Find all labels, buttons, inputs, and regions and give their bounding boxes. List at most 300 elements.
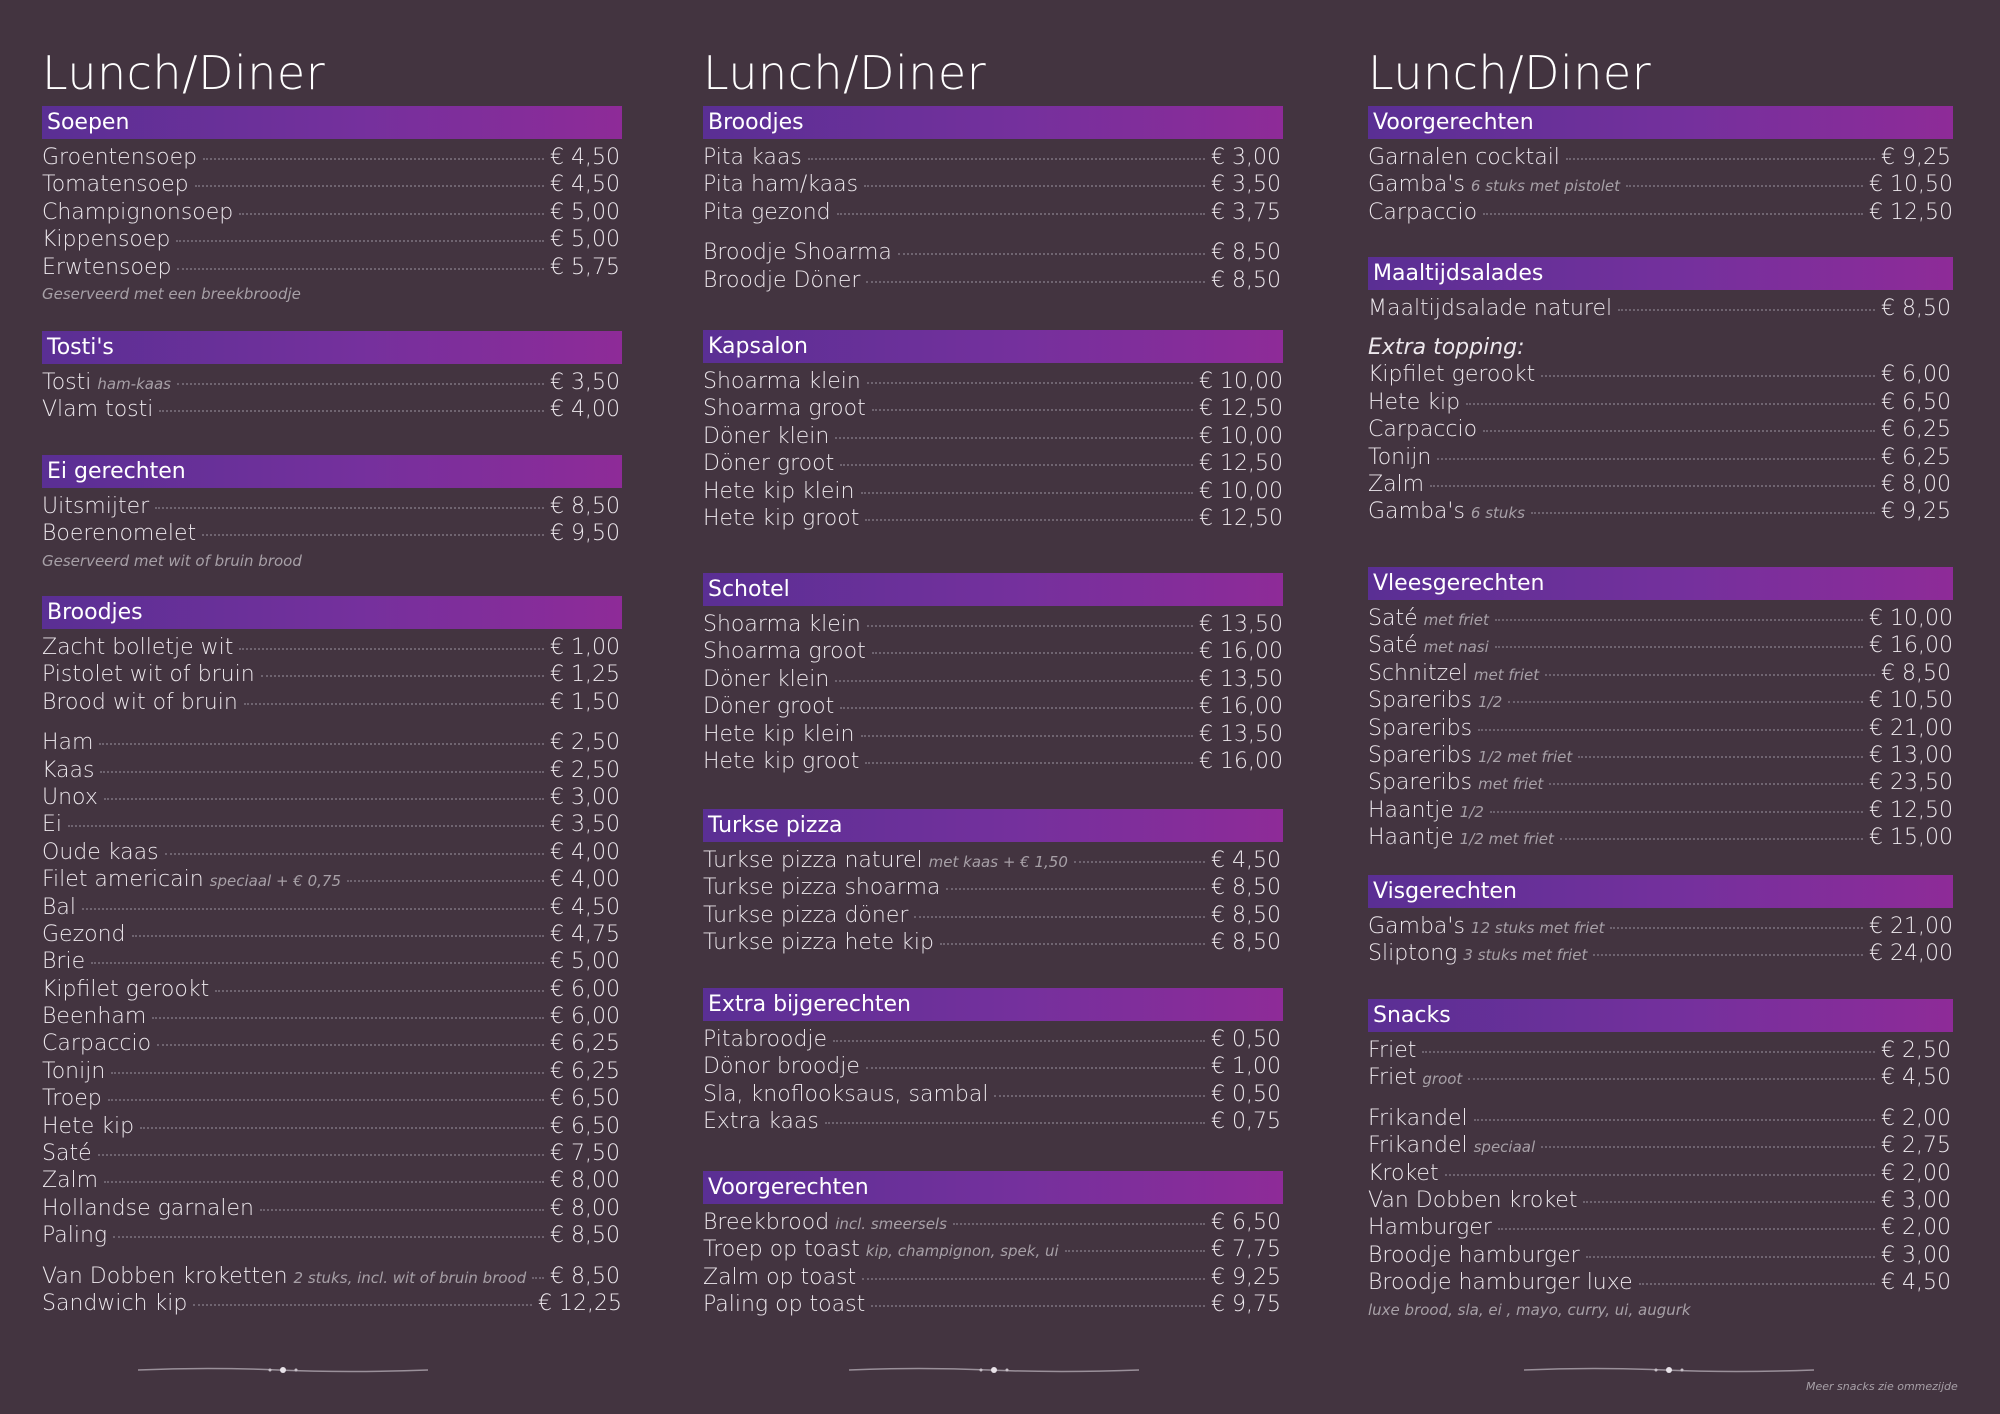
dot-leader xyxy=(195,185,544,187)
item-name: Carpaccio xyxy=(1368,199,1478,225)
item-price: € 4,50 xyxy=(1881,1065,1951,1091)
dot-leader xyxy=(1583,1201,1875,1203)
item-note: 12 stuks met friet xyxy=(1470,919,1605,937)
section-footnote: Geserveerd met een breekbroodje xyxy=(42,284,301,303)
menu-item xyxy=(42,662,622,689)
item-price: € 6,25 xyxy=(1881,417,1951,443)
item-price: € 6,00 xyxy=(1881,362,1951,388)
item-note: 2 stuks, incl. wit of bruin brood xyxy=(293,1268,527,1287)
menu-item xyxy=(703,1265,1283,1292)
menu-item xyxy=(42,1196,622,1223)
section-header: Voorgerechten xyxy=(1368,106,1953,139)
item-price: € 3,00 xyxy=(1881,1242,1951,1268)
section-extra-bijgerechten xyxy=(703,988,1283,1137)
menu-item xyxy=(703,722,1283,749)
item-name: Saté xyxy=(42,1141,92,1167)
item-price: € 8,50 xyxy=(1211,930,1281,956)
item-name: Kroket xyxy=(1368,1160,1439,1186)
item-note: kip, champignon, spek, ui xyxy=(865,1242,1059,1261)
dot-leader xyxy=(99,743,544,745)
item-price: € 9,25 xyxy=(1881,499,1951,525)
menu-item xyxy=(42,977,622,1004)
item-name: Erwtensoep xyxy=(42,254,172,280)
item-name: Turkse pizza hete kip xyxy=(703,930,934,956)
item-price: € 3,00 xyxy=(1211,145,1281,170)
section-broodjes xyxy=(42,596,622,1318)
menu-item xyxy=(1368,825,1953,852)
dot-leader xyxy=(1466,403,1875,405)
item-price: € 21,00 xyxy=(1869,914,1953,939)
item-list xyxy=(42,635,622,1318)
dot-leader xyxy=(1560,838,1863,840)
item-name: Shoarma groot xyxy=(703,639,866,665)
item-name: Hete kip klein xyxy=(703,721,855,747)
section-voorgerechten xyxy=(703,1171,1283,1320)
dot-leader xyxy=(865,762,1193,764)
item-list xyxy=(1368,145,1953,227)
item-price: € 4,00 xyxy=(550,397,620,423)
item-price: € 3,50 xyxy=(550,370,620,395)
menu-item xyxy=(703,667,1283,694)
item-name: Ham xyxy=(42,730,94,756)
item-price: € 3,00 xyxy=(550,784,620,810)
menu-item xyxy=(42,521,622,548)
item-name: Hete kip klein xyxy=(703,478,855,504)
item-name: Turkse pizza naturel xyxy=(703,848,923,873)
item-name: Spareribs xyxy=(1368,742,1473,768)
dot-leader xyxy=(111,1072,544,1074)
item-name: Hete kip xyxy=(42,1113,135,1139)
item-name: Turkse pizza shoarma xyxy=(703,875,941,901)
item-name: Frikandel xyxy=(1368,1133,1468,1159)
item-price: € 2,75 xyxy=(1881,1133,1951,1159)
item-price: € 8,00 xyxy=(1881,471,1951,497)
item-note: 1/2 xyxy=(1478,693,1503,712)
dot-leader xyxy=(1578,756,1863,758)
item-price: € 9,50 xyxy=(550,521,620,547)
item-price: € 23,50 xyxy=(1869,770,1953,796)
item-price: € 4,00 xyxy=(550,839,620,865)
dot-leader xyxy=(261,675,544,677)
menu-item xyxy=(42,635,622,662)
item-name: Carpaccio xyxy=(1368,417,1478,443)
item-price: € 8,50 xyxy=(550,494,620,519)
menu-item xyxy=(703,930,1283,957)
item-name: Tosti xyxy=(42,370,92,395)
item-price: € 6,25 xyxy=(550,1058,620,1084)
section-header: Ei gerechten xyxy=(42,455,622,488)
dot-leader xyxy=(113,1236,544,1238)
item-name: Uitsmijter xyxy=(42,494,150,519)
dot-leader xyxy=(865,519,1193,521)
item-name: Saté xyxy=(1368,633,1418,659)
item-price: € 6,50 xyxy=(1211,1210,1281,1235)
item-name: Spareribs xyxy=(1368,715,1473,741)
dot-leader xyxy=(1074,861,1205,863)
menu-item xyxy=(1368,499,1953,526)
ornament-divider-icon xyxy=(1524,1365,1814,1375)
item-price: € 4,75 xyxy=(550,921,620,947)
item-list xyxy=(1368,914,1953,969)
item-name: Gamba's xyxy=(1368,914,1465,939)
dot-leader xyxy=(1566,158,1875,160)
menu-item xyxy=(42,812,622,839)
item-price: € 6,50 xyxy=(550,1086,620,1112)
item-name: Shoarma klein xyxy=(703,612,861,637)
menu-item xyxy=(42,1223,622,1250)
menu-item xyxy=(703,172,1283,199)
menu-item xyxy=(1368,941,1953,968)
item-list xyxy=(42,145,622,282)
dot-leader xyxy=(1495,619,1863,621)
menu-item xyxy=(42,1059,622,1086)
item-price: € 0,50 xyxy=(1211,1081,1281,1107)
item-name: Sla, knoflooksaus, sambal xyxy=(703,1081,989,1107)
item-price: € 16,00 xyxy=(1199,748,1283,774)
menu-item xyxy=(42,922,622,949)
menu-item xyxy=(1368,606,1953,633)
menu-item xyxy=(42,370,622,397)
item-name: Brie xyxy=(42,949,86,975)
dot-leader xyxy=(1422,1051,1875,1053)
menu-item xyxy=(703,145,1283,172)
menu-item xyxy=(42,200,622,227)
dot-leader xyxy=(940,943,1205,945)
menu-item xyxy=(1368,145,1953,172)
dot-leader xyxy=(239,648,544,650)
dot-leader xyxy=(866,281,1205,283)
ornament-divider-icon xyxy=(138,1365,428,1375)
menu-item xyxy=(703,903,1283,930)
menu-item xyxy=(1368,1038,1953,1065)
dot-leader xyxy=(946,888,1205,890)
menu-item xyxy=(703,240,1283,267)
dot-leader xyxy=(1541,375,1875,377)
dot-leader xyxy=(835,680,1193,682)
dot-leader xyxy=(1468,1078,1875,1080)
item-name: Beenham xyxy=(42,1004,147,1030)
menu-item xyxy=(1368,296,1953,323)
item-list xyxy=(703,612,1283,776)
item-price: € 2,00 xyxy=(1881,1215,1951,1241)
menu-item xyxy=(703,1210,1283,1237)
menu-item xyxy=(1368,200,1953,227)
section-header: Tosti's xyxy=(42,331,622,364)
menu-item xyxy=(703,396,1283,423)
dot-leader xyxy=(100,771,544,773)
item-price: € 8,00 xyxy=(550,1195,620,1221)
item-name: Garnalen cocktail xyxy=(1368,145,1560,170)
item-price: € 4,50 xyxy=(550,145,620,170)
dot-leader xyxy=(837,213,1205,215)
item-name: Friet xyxy=(1368,1038,1417,1063)
dot-leader xyxy=(840,707,1193,709)
item-price: € 16,00 xyxy=(1199,694,1283,720)
item-price: € 5,75 xyxy=(550,254,620,280)
item-name: Saté xyxy=(1368,606,1418,631)
item-note: met nasi xyxy=(1423,638,1489,657)
item-price: € 8,50 xyxy=(1211,875,1281,901)
item-name: Shoarma klein xyxy=(703,369,861,394)
item-name: Van Dobben kroket xyxy=(1368,1187,1578,1213)
item-price: € 2,50 xyxy=(550,757,620,783)
item-name: Broodje hamburger xyxy=(1368,1242,1580,1268)
section-header: Maaltijdsalades xyxy=(1368,257,1953,290)
item-name: Shoarma groot xyxy=(703,396,866,422)
dot-leader xyxy=(1541,1146,1875,1148)
item-price: € 4,50 xyxy=(1881,1270,1951,1296)
item-name: Hete kip xyxy=(1368,389,1461,415)
item-name: Broodje Döner xyxy=(703,267,861,293)
menu-item xyxy=(42,1141,622,1168)
dot-leader xyxy=(1508,701,1863,703)
dot-leader xyxy=(840,464,1193,466)
footer-note: Meer snacks zie ommezijde xyxy=(1806,1380,1958,1393)
section-broodjes xyxy=(703,106,1283,295)
menu-item xyxy=(1368,688,1953,715)
item-price: € 4,50 xyxy=(550,172,620,198)
item-price: € 10,00 xyxy=(1199,423,1283,449)
item-name: Pita kaas xyxy=(703,145,802,170)
dot-leader xyxy=(898,253,1205,255)
menu-item xyxy=(703,749,1283,776)
item-name: Brood wit of bruin xyxy=(42,689,238,715)
item-name: Döner groot xyxy=(703,694,835,720)
item-list xyxy=(703,369,1283,533)
dot-leader xyxy=(1549,783,1863,785)
section-header: Vleesgerechten xyxy=(1368,567,1953,600)
item-price: € 6,50 xyxy=(550,1113,620,1139)
item-price: € 8,50 xyxy=(1881,296,1951,321)
menu-item xyxy=(42,758,622,785)
dot-leader xyxy=(203,158,544,160)
section-header: Snacks xyxy=(1368,999,1953,1032)
item-name: Pita gezond xyxy=(703,199,831,225)
item-price: € 2,00 xyxy=(1881,1105,1951,1131)
ornament-divider-icon xyxy=(849,1365,1139,1375)
dot-leader xyxy=(1474,1119,1875,1121)
item-name: Kipfilet gerookt xyxy=(1368,362,1536,388)
item-name: Döner klein xyxy=(703,423,830,449)
dot-leader xyxy=(1498,1228,1875,1230)
item-price: € 9,75 xyxy=(1211,1292,1281,1318)
item-price: € 3,50 xyxy=(1211,172,1281,198)
item-note: 1/2 xyxy=(1459,802,1484,821)
menu-item xyxy=(42,1031,622,1058)
menu-item xyxy=(1368,1215,1953,1242)
dot-leader xyxy=(914,916,1205,918)
menu-item xyxy=(42,227,622,254)
dot-leader xyxy=(165,853,544,855)
menu-item xyxy=(703,1054,1283,1081)
dot-leader xyxy=(825,1122,1205,1124)
item-name: Zacht bolletje wit xyxy=(42,635,234,660)
menu-item xyxy=(1368,743,1953,770)
item-list xyxy=(703,848,1283,958)
item-name: Gamba's xyxy=(1368,499,1465,525)
dot-leader xyxy=(177,383,544,385)
column-title: Lunch/Diner xyxy=(42,46,326,100)
item-price: € 12,50 xyxy=(1199,451,1283,477)
item-note: 1/2 met friet xyxy=(1459,830,1554,849)
dot-leader xyxy=(833,1040,1205,1042)
item-price: € 8,00 xyxy=(550,1168,620,1194)
menu-item xyxy=(703,1082,1283,1109)
item-price: € 3,00 xyxy=(1881,1187,1951,1213)
item-price: € 6,25 xyxy=(550,1031,620,1057)
menu-item xyxy=(703,875,1283,902)
item-name: Zalm op toast xyxy=(703,1264,857,1290)
item-price: € 1,00 xyxy=(550,635,620,660)
item-note: groot xyxy=(1422,1070,1463,1089)
item-name: Pistolet wit of bruin xyxy=(42,662,255,688)
dot-leader xyxy=(159,410,544,412)
item-price: € 15,00 xyxy=(1869,825,1953,851)
dot-leader xyxy=(864,185,1205,187)
item-price: € 24,00 xyxy=(1869,941,1953,967)
menu-item xyxy=(1368,1106,1953,1133)
dot-leader xyxy=(1483,430,1875,432)
menu-item xyxy=(703,1237,1283,1264)
item-price: € 7,50 xyxy=(550,1141,620,1167)
menu-item xyxy=(1368,770,1953,797)
item-name: Vlam tosti xyxy=(42,397,154,423)
item-name: Gezond xyxy=(42,921,126,947)
item-name: Boerenomelet xyxy=(42,521,197,547)
menu-item xyxy=(703,1292,1283,1319)
item-name: Tomatensoep xyxy=(42,172,189,198)
dot-leader xyxy=(1610,927,1863,929)
item-name: Hamburger xyxy=(1368,1215,1492,1241)
item-price: € 12,50 xyxy=(1869,797,1953,823)
section-header: Turkse pizza xyxy=(703,809,1283,842)
dot-leader xyxy=(347,880,544,882)
item-name: Tonijn xyxy=(42,1058,106,1084)
item-name: Pitabroodje xyxy=(703,1027,828,1052)
item-price: € 3,75 xyxy=(1211,199,1281,225)
dot-leader xyxy=(1490,811,1863,813)
dot-leader xyxy=(994,1095,1205,1097)
dot-leader xyxy=(1545,674,1875,676)
section-tostis xyxy=(42,331,622,425)
item-price: € 12,50 xyxy=(1199,396,1283,422)
section-voorgerechten xyxy=(1368,106,1953,227)
menu-item xyxy=(42,730,622,757)
item-price: € 13,00 xyxy=(1869,742,1953,768)
menu-item xyxy=(42,949,622,976)
section-header: Broodjes xyxy=(42,596,622,629)
item-price: € 12,50 xyxy=(1199,505,1283,531)
dot-leader xyxy=(1531,512,1875,514)
item-price: € 2,50 xyxy=(1881,1038,1951,1063)
section-footnote: luxe brood, sla, ei , mayo, curry, ui, augurk xyxy=(1368,1300,1691,1319)
item-name: Troep op toast xyxy=(703,1237,860,1263)
dot-leader xyxy=(835,437,1193,439)
menu-item xyxy=(1368,362,1953,389)
item-name: Maaltijdsalade naturel xyxy=(1368,296,1613,321)
item-name: Haantje xyxy=(1368,825,1454,851)
section-header: Broodjes xyxy=(703,106,1283,139)
menu-item xyxy=(42,172,622,199)
menu-item xyxy=(703,1027,1283,1054)
item-name: Kaas xyxy=(42,757,95,783)
section-header: Extra bijgerechten xyxy=(703,988,1283,1021)
item-price: € 2,00 xyxy=(1881,1160,1951,1186)
item-name: Dönor broodje xyxy=(703,1054,860,1080)
item-list xyxy=(703,1210,1283,1320)
menu-item xyxy=(1368,1161,1953,1188)
item-name: Hete kip groot xyxy=(703,505,860,531)
item-list xyxy=(1368,296,1953,323)
menu-item xyxy=(1368,417,1953,444)
menu-item xyxy=(1368,1243,1953,1270)
dot-leader xyxy=(132,935,545,937)
section-header: Kapsalon xyxy=(703,330,1283,363)
column-title: Lunch/Diner xyxy=(1368,46,1652,100)
item-price: € 8,50 xyxy=(1881,660,1951,686)
item-price: € 6,00 xyxy=(550,976,620,1002)
item-list xyxy=(1368,1038,1953,1298)
dot-leader xyxy=(867,625,1193,627)
dot-leader xyxy=(152,1017,544,1019)
dot-leader xyxy=(202,534,544,536)
dot-leader xyxy=(808,158,1205,160)
item-name: Gamba's xyxy=(1368,172,1465,198)
dot-leader xyxy=(215,990,544,992)
item-name: Champignonsoep xyxy=(42,199,234,225)
item-note: met friet xyxy=(1473,665,1540,684)
dot-leader xyxy=(1437,458,1875,460)
section-kapsalon xyxy=(703,330,1283,533)
menu-item xyxy=(1368,1188,1953,1215)
section-header: Soepen xyxy=(42,106,622,139)
dot-leader xyxy=(867,382,1193,384)
item-name: Unox xyxy=(42,784,98,810)
item-name: Troep xyxy=(42,1086,102,1112)
dot-leader xyxy=(104,1181,544,1183)
dot-leader xyxy=(1065,1250,1205,1252)
section-header: Visgerechten xyxy=(1368,875,1953,908)
item-price: € 12,25 xyxy=(538,1290,622,1316)
menu-item xyxy=(42,1004,622,1031)
dot-leader xyxy=(155,507,544,509)
menu-item xyxy=(42,255,622,282)
menu-item xyxy=(42,895,622,922)
item-price: € 1,00 xyxy=(1211,1054,1281,1080)
section-soepen xyxy=(42,106,622,303)
item-price: € 9,25 xyxy=(1881,145,1951,170)
menu-item xyxy=(1368,716,1953,743)
item-name: Kipfilet gerookt xyxy=(42,976,210,1002)
item-note: incl. smeersels xyxy=(835,1215,947,1233)
item-name: Sandwich kip xyxy=(42,1290,188,1316)
item-price: € 8,50 xyxy=(550,1223,620,1249)
section-header: Schotel xyxy=(703,573,1283,606)
menu-item xyxy=(42,840,622,867)
item-name: Groentensoep xyxy=(42,145,198,170)
item-price: € 13,50 xyxy=(1199,721,1283,747)
section-snacks xyxy=(1368,999,1953,1319)
item-price: € 10,50 xyxy=(1869,688,1953,714)
menu-item xyxy=(42,1168,622,1195)
dot-leader xyxy=(1626,185,1863,187)
item-price: € 10,00 xyxy=(1869,606,1953,631)
item-price: € 8,50 xyxy=(1211,902,1281,928)
menu-item xyxy=(42,397,622,424)
dot-leader xyxy=(861,735,1194,737)
item-name: Zalm xyxy=(42,1168,99,1194)
item-name: Kippensoep xyxy=(42,227,171,253)
